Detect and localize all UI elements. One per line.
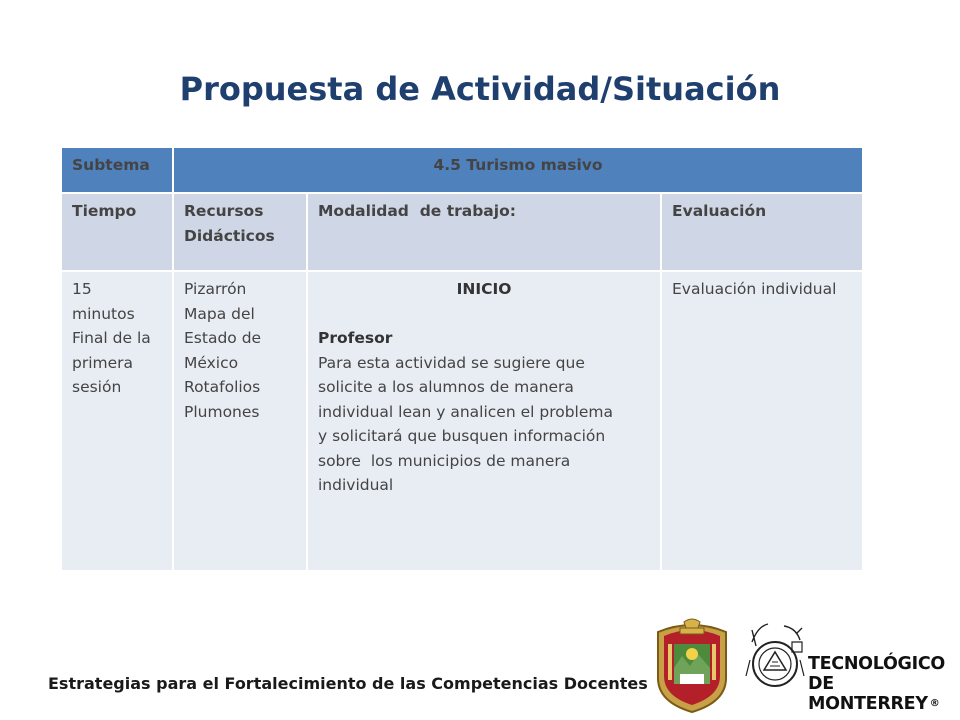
recurso-line: Pizarrón [184,280,247,298]
estado-de-mexico-coat-of-arms-icon [650,616,734,714]
tec-wordmark-line2 [808,674,960,714]
activity-table [60,146,864,572]
cell-recursos [173,271,307,571]
column-header-evaluacion: Evaluación [661,193,863,271]
cell-tiempo [61,271,173,571]
column-header-recursos [173,193,307,271]
column-header-modalidad: Modalidad de trabajo: [307,193,661,271]
modalidad-line: sobre los municipios de manera [318,451,571,470]
table-body-row [61,271,863,571]
spacer [318,302,650,327]
column-header-row [61,193,863,271]
modalidad-line: y solicitará que busquen información [318,427,606,445]
slide-title: Propuesta de Actividad/Situación [179,70,781,108]
footer-text: Estrategias para el Fortalecimiento de las Competencias Docentes [48,674,648,693]
column-header-tiempo: Tiempo [61,193,173,271]
tiempo-line: Final de la [72,329,151,347]
tiempo-line: primera [72,353,134,372]
cell-modalidad [307,271,661,571]
tec-wordmark-line1: TECNOLÓGICO [808,654,945,674]
modalidad-line: individual [318,476,394,494]
subtema-value: 4.5 Turismo masivo [173,147,863,193]
modalidad-heading: INICIO [456,280,512,298]
table-header-row [61,147,863,193]
tec-wordmark-line2-text: DE MONTERREY [808,674,928,714]
tiempo-line: minutos [72,304,135,323]
tec-de-monterrey-wordmark [808,654,960,714]
modalidad-line: solicite a los alumnos de manera [318,378,574,396]
modalidad-role: Profesor [318,329,393,347]
tec-de-monterrey-emblem-icon [744,620,806,696]
modalidad-line: Para esta actividad se sugiere que [318,353,585,372]
recurso-line: Plumones [184,402,260,421]
column-header-recursos-line: Didácticos [184,226,275,245]
recurso-line: Mapa del [184,304,255,323]
modalidad-line: individual lean y analicen el problema [318,402,613,421]
tiempo-line: 15 [72,280,92,298]
cell-evaluacion: Evaluación individual [661,271,863,571]
tiempo-line: sesión [72,378,122,396]
recurso-line: Rotafolios [184,378,261,396]
subtema-label: Subtema [61,147,173,193]
recurso-line: Estado de [184,329,262,347]
recurso-line: México [184,353,239,372]
registered-mark: ® [929,698,940,709]
column-header-recursos-line: Recursos [184,202,264,220]
